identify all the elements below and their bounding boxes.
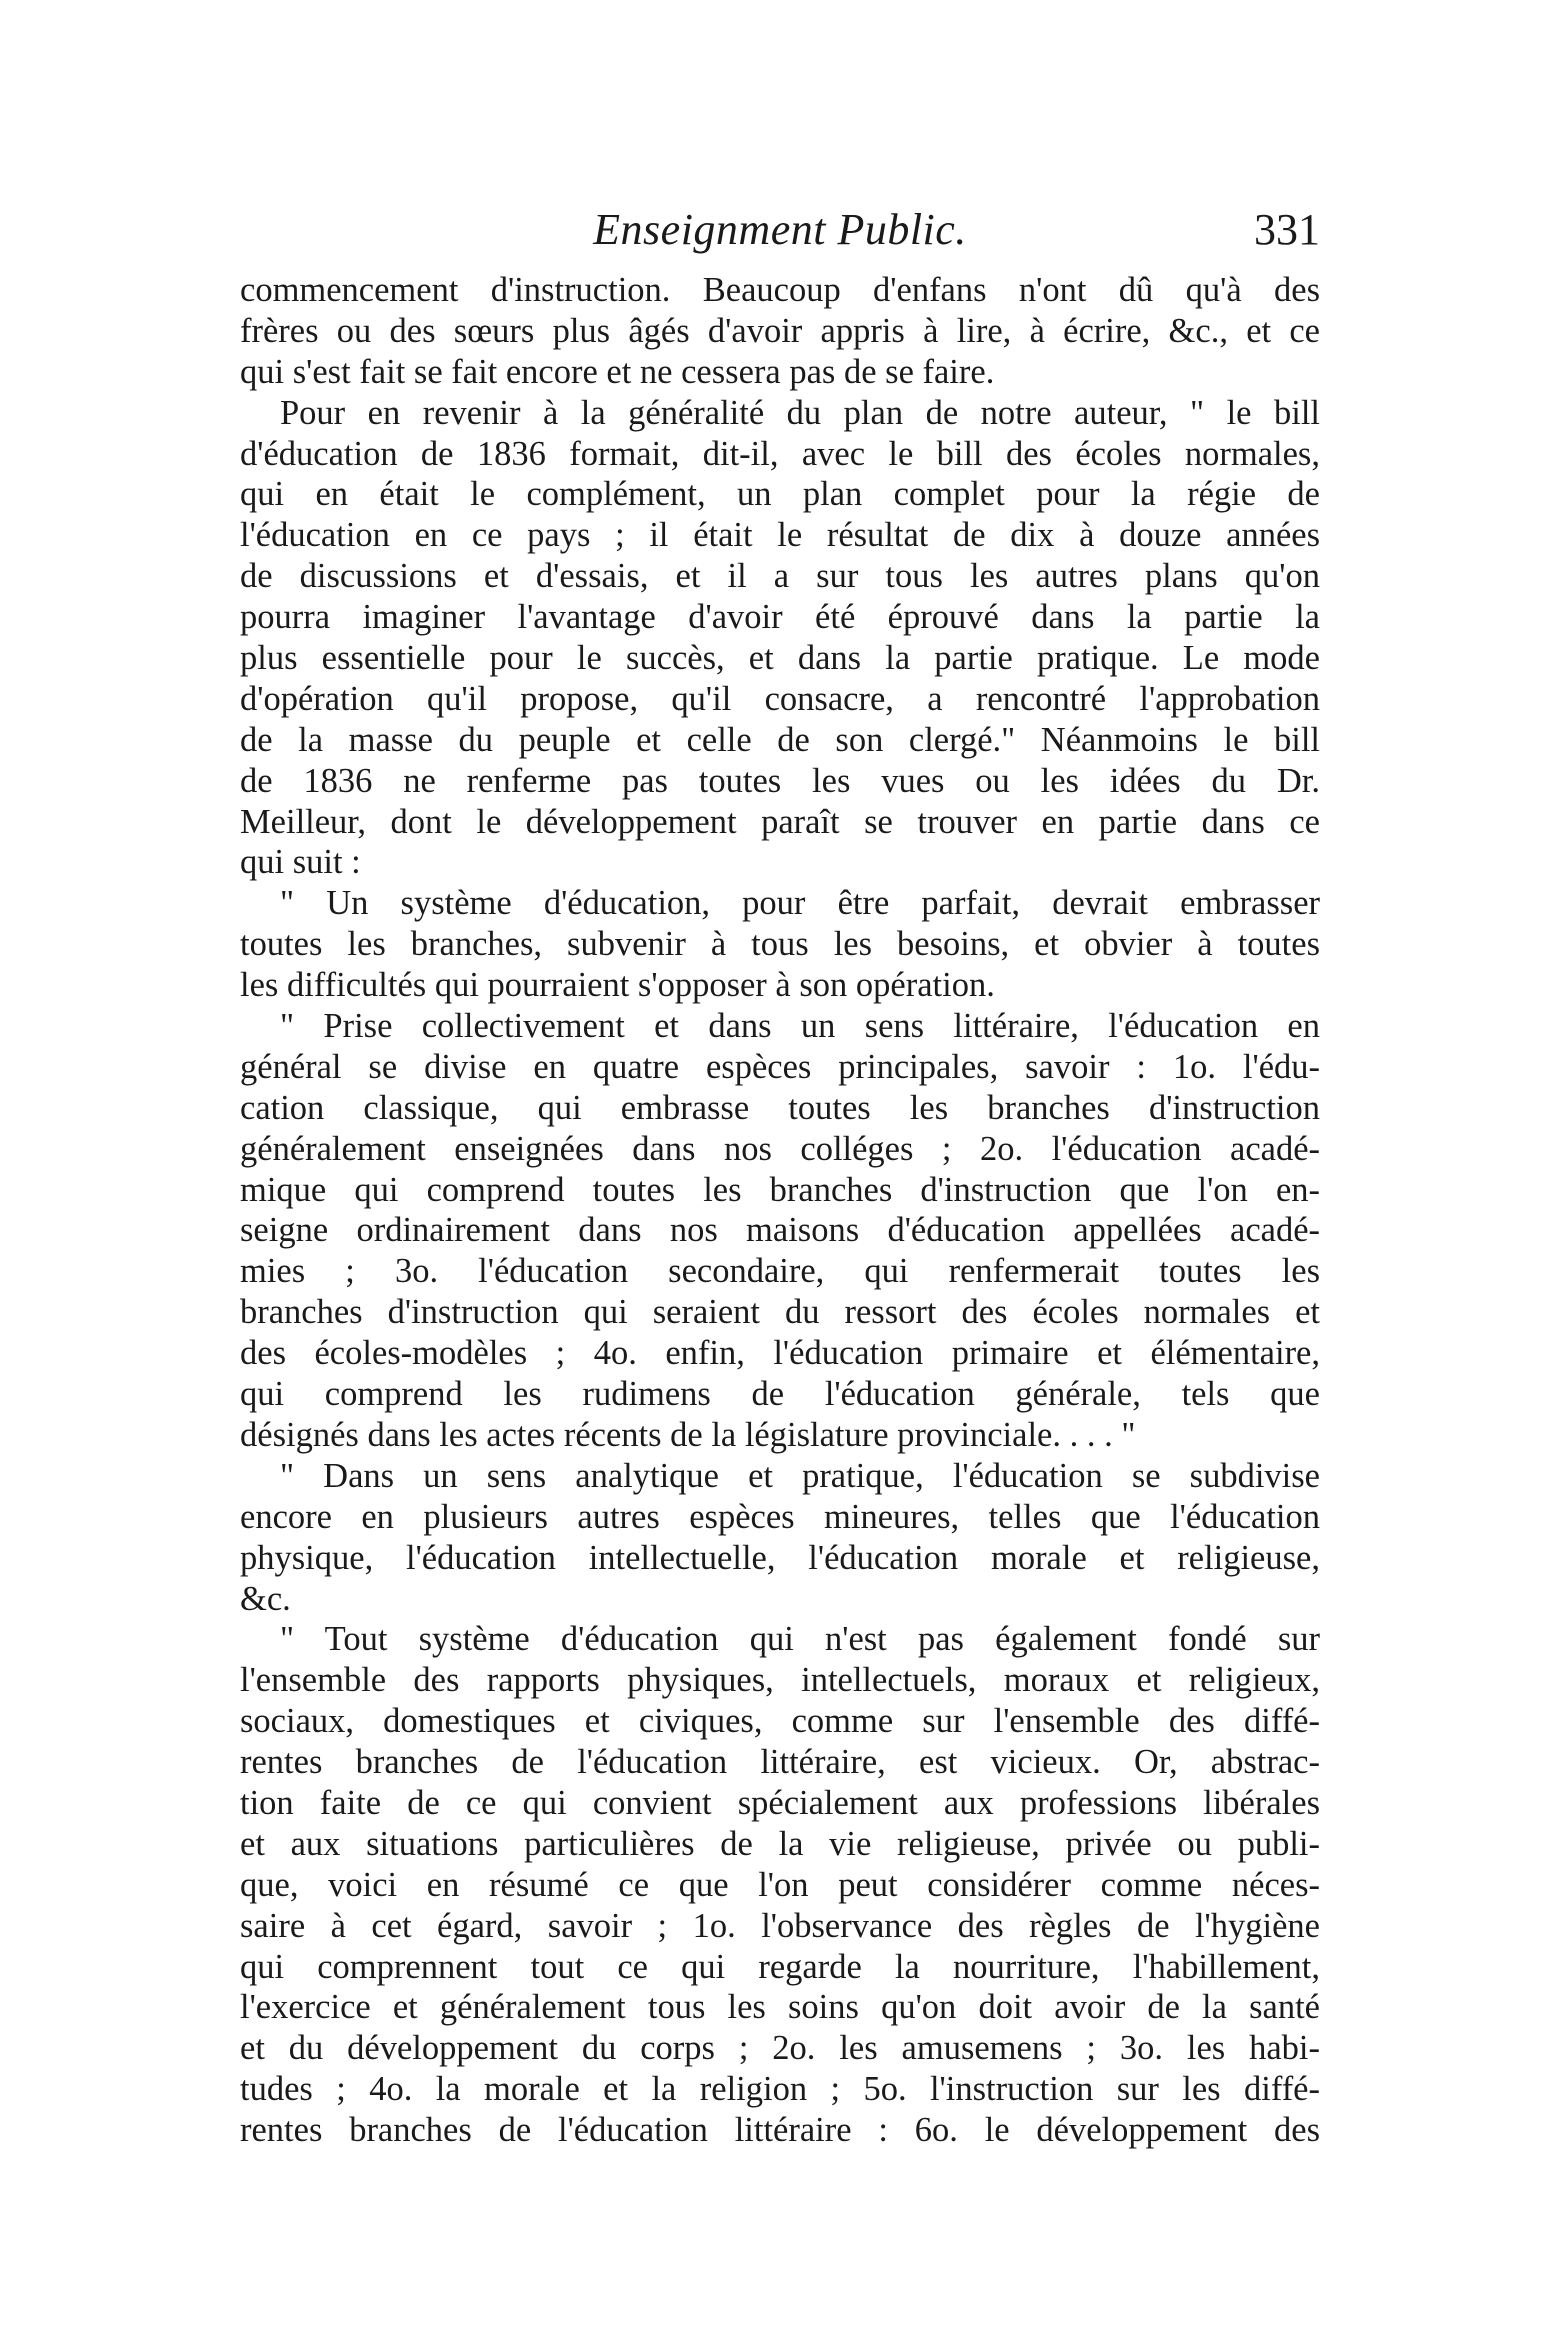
- text-line: et aux situations particulières de la vie religieuse, privée ou publi-: [240, 1824, 1320, 1863]
- page-number: 331: [1254, 205, 1320, 254]
- text-line: " Dans un sens analytique et pratique, l'éducation se subdivise: [280, 1456, 1320, 1495]
- text-line: qui s'est fait se fait encore et ne cessera pas de se faire.: [240, 352, 995, 391]
- text-line: mique qui comprend toutes les branches d'instruction que l'on en-: [240, 1170, 1320, 1209]
- text-line: tudes ; 4o. la morale et la religion ; 5o. l'instruction sur les diffé-: [240, 2070, 1320, 2109]
- text-line: pourra imaginer l'avantage d'avoir été éprouvé dans la partie la: [240, 598, 1320, 637]
- text-line: seigne ordinairement dans nos maisons d'éducation appellées acadé-: [240, 1211, 1320, 1250]
- text-line: mies ; 3o. l'éducation secondaire, qui renfermerait toutes les: [240, 1252, 1320, 1291]
- text-line: que, voici en résumé ce que l'on peut considérer comme néces-: [240, 1865, 1320, 1904]
- text-line: les difficultés qui pourraient s'opposer à son opération.: [240, 966, 995, 1005]
- text-line: commencement d'instruction. Beaucoup d'enfans n'ont dû qu'à des: [240, 271, 1320, 309]
- page-header: [240, 200, 1320, 260]
- text-line: saire à cet égard, savoir ; 1o. l'observance des règles de l'hygiène: [240, 1906, 1320, 1945]
- text-line: désignés dans les actes récents de la législature provinciale. . . . ": [240, 1415, 1136, 1454]
- text-line: branches d'instruction qui seraient du ressort des écoles normales et: [240, 1293, 1320, 1332]
- text-line: " Tout système d'éducation qui n'est pas également fondé sur: [280, 1620, 1320, 1659]
- text-line: général se divise en quatre espèces principales, savoir : 1o. l'édu-: [240, 1047, 1320, 1086]
- text-line: &c.: [240, 1579, 291, 1618]
- body-text: [240, 270, 1320, 2151]
- text-line: et du développement du corps ; 2o. les amusemens ; 3o. les habi-: [240, 2029, 1320, 2068]
- text-line: " Prise collectivement et dans un sens littéraire, l'éducation en: [280, 1007, 1320, 1046]
- running-title: Enseignment Public.: [593, 205, 967, 254]
- text-line: toutes les branches, subvenir à tous les besoins, et obvier à toutes: [240, 925, 1320, 964]
- text-line: l'ensemble des rapports physiques, intellectuels, moraux et religieux,: [240, 1661, 1320, 1700]
- text-line: de 1836 ne renferme pas toutes les vues ou les idées du Dr.: [240, 761, 1320, 800]
- text-line: sociaux, domestiques et civiques, comme sur l'ensemble des diffé-: [240, 1702, 1320, 1741]
- text-line: qui suit :: [240, 843, 361, 882]
- text-line: physique, l'éducation intellectuelle, l'éducation morale et religieuse,: [240, 1538, 1320, 1577]
- text-line: encore en plusieurs autres espèces mineures, telles que l'éducation: [240, 1497, 1320, 1536]
- text-line: l'exercice et généralement tous les soins qu'on doit avoir de la santé: [240, 1988, 1320, 2027]
- text-line: plus essentielle pour le succès, et dans la partie pratique. Le mode: [240, 639, 1320, 678]
- text-line: généralement enseignées dans nos colléges ; 2o. l'éducation acadé-: [240, 1129, 1320, 1168]
- text-line: qui comprennent tout ce qui regarde la nourriture, l'habillement,: [240, 1947, 1320, 1986]
- text-line: de discussions et d'essais, et il a sur tous les autres plans qu'on: [240, 557, 1320, 596]
- text-line: tion faite de ce qui convient spécialement aux professions libérales: [240, 1783, 1320, 1822]
- text-line: frères ou des sœurs plus âgés d'avoir appris à lire, à écrire, &c., et ce: [240, 311, 1320, 350]
- text-line: d'éducation de 1836 formait, dit-il, avec le bill des écoles normales,: [240, 434, 1320, 473]
- text-line: Pour en revenir à la généralité du plan de notre auteur, " le bill: [280, 393, 1320, 432]
- text-line: rentes branches de l'éducation littéraire, est vicieux. Or, abstrac-: [240, 1743, 1320, 1782]
- text-line: qui en était le complément, un plan complet pour la régie de: [240, 475, 1320, 514]
- text-line: d'opération qu'il propose, qu'il consacre, a rencontré l'approbation: [240, 679, 1320, 718]
- text-line: rentes branches de l'éducation littéraire : 6o. le développement des: [240, 2111, 1320, 2150]
- text-line: cation classique, qui embrasse toutes les branches d'instruction: [240, 1088, 1320, 1127]
- text-line: l'éducation en ce pays ; il était le résultat de dix à douze années: [240, 516, 1320, 555]
- text-line: des écoles-modèles ; 4o. enfin, l'éducation primaire et élémentaire,: [240, 1334, 1320, 1373]
- text-line: " Un système d'éducation, pour être parfait, devrait embrasser: [280, 884, 1320, 923]
- text-line: qui comprend les rudimens de l'éducation générale, tels que: [240, 1375, 1320, 1414]
- text-line: Meilleur, dont le développement paraît se trouver en partie dans ce: [240, 802, 1320, 841]
- text-line: de la masse du peuple et celle de son clergé." Néanmoins le bill: [240, 720, 1320, 759]
